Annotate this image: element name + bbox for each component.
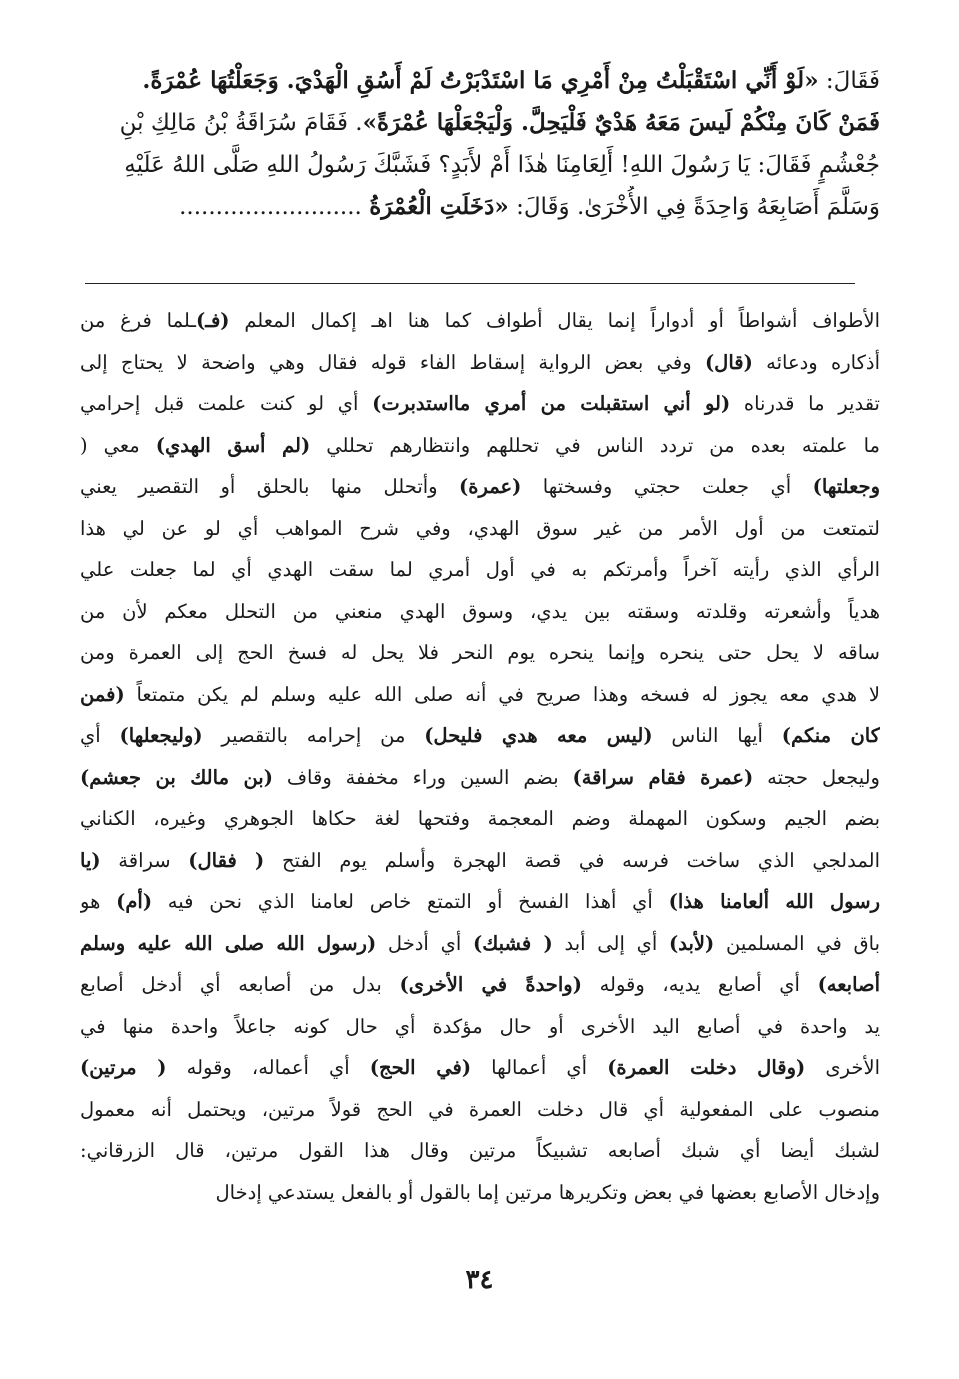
bold-text-segment: (وقال دخلت العمرة) xyxy=(607,1056,806,1079)
commentary-text xyxy=(80,300,880,1213)
text-segment: أي أصابع يديه، وقوله xyxy=(581,973,818,996)
footnote-divider xyxy=(85,283,855,284)
bold-text-segment: (لو أني استقبلت من أمري مااستدبرت) xyxy=(372,392,731,415)
bold-text-segment: (قال) xyxy=(704,350,753,374)
commentary-line xyxy=(80,591,880,633)
text-segment: أي xyxy=(80,724,120,747)
bold-text-segment: (واحدةً في الأخرى) xyxy=(399,973,582,996)
bold-text-segment: أصابعه) xyxy=(817,973,880,996)
commentary-line xyxy=(80,425,880,467)
text-segment: وفي بعض الرواية إسقاط الفاء قوله فقال وهي واضحة لا يحتاج إلى xyxy=(80,350,705,374)
text-segment: من إحرامه بالتقصير xyxy=(202,724,425,747)
bold-text-segment: ( فقال) xyxy=(188,848,265,872)
bold-text-segment: (بن مالك بن جعشم) xyxy=(80,765,273,789)
commentary-line xyxy=(80,674,880,716)
hadith-line xyxy=(80,102,880,144)
commentary-line xyxy=(80,715,880,757)
text-segment: أي جعلت حجتي وفسختها xyxy=(521,475,813,498)
commentary-line xyxy=(80,964,880,1006)
bold-text-segment: (عمرة فقام سراقة) xyxy=(572,765,754,789)
text-segment: وإدخال الأصابع بعضها في بعض وتكريرها مرتين إما بالقول أو بالفعل يستدعي إدخال xyxy=(215,1180,880,1204)
text-segment: الأخرى xyxy=(805,1056,880,1079)
text-segment: هو xyxy=(80,890,117,913)
commentary-line xyxy=(80,1089,880,1131)
commentary-line xyxy=(80,1172,880,1214)
hadith-text xyxy=(80,60,880,228)
bold-text-segment: فَمَنْ كَانَ مِنْكُمْ لَيسَ مَعَهُ هَدْيٌ فَلْيَحِلَّ. وَلْيَجْعَلْهَا عُمْرَةً» xyxy=(362,109,880,136)
commentary-line xyxy=(80,1130,880,1172)
text-segment: سراقة xyxy=(100,848,189,872)
commentary-line xyxy=(80,508,880,550)
bold-text-segment: رسول الله ألعامنا هذا) xyxy=(668,890,880,913)
commentary-line xyxy=(80,1047,880,1089)
bold-text-segment: (أم) xyxy=(116,890,153,913)
text-segment: الرأي الذي رأيته آخراً وأمرتكم به في أول أمري لما سقت الهدي أي لما جعلت علي xyxy=(80,558,880,581)
bold-text-segment: ( مرتين) xyxy=(80,1056,167,1079)
bold-text-segment: (عمرة) xyxy=(459,475,522,498)
text-segment: منصوب على المفعولية أي قال دخلت العمرة في الحج قولاً مرتين، ويحتمل أنه معمول xyxy=(80,1097,880,1121)
text-segment: وليجعل حجته xyxy=(753,765,880,789)
text-segment: ـلما فرغ من xyxy=(80,309,197,332)
text-segment: فَقَالَ: xyxy=(818,68,880,94)
hadith-line xyxy=(80,144,880,186)
commentary-line xyxy=(80,1006,880,1048)
bold-text-segment: «دَخَلَتِ الْعُمْرَةُ xyxy=(369,193,509,220)
text-segment: أيها الناس xyxy=(652,724,782,747)
text-segment: بضم الجيم وسكون المهملة وضم المعجمة وفتحها لغة حكاها الجوهري وغيره، الكناني xyxy=(80,807,880,830)
bold-text-segment: وجعلتها) xyxy=(812,475,880,498)
text-segment: . فَقَامَ سُرَاقَةُ بْنُ مَالِكِ بْنِ xyxy=(119,110,363,136)
text-segment: لشبك أيضا أي شبك أصابعه تشبيكاً مرتين وقال هذا القول مرتين، قال الزرقاني: xyxy=(80,1139,880,1162)
commentary-line xyxy=(80,466,880,508)
text-segment: بضم السين وراء مخففة وقاف xyxy=(272,765,573,789)
hadith-line xyxy=(80,60,880,102)
text-segment: المدلجي الذي ساخت فرسه في قصة الهجرة وأسلم يوم الفتح xyxy=(264,848,880,872)
commentary-line xyxy=(80,632,880,674)
text-segment: جُعْشُمٍ فَقَالَ: يَا رَسُولَ اللهِ! أَلِعَامِنَا هٰذَا أَمْ لأَبَدٍ؟ فَشَبَّكَ رَسُولُ اللهِ صَلَّى اللهُ عَلَيْهِ xyxy=(124,152,880,178)
bold-text-segment: (فمن xyxy=(80,682,125,706)
commentary-line xyxy=(80,383,880,425)
text-segment: بدل من أصابعه أي أدخل أصابع xyxy=(80,973,400,996)
text-segment: ما علمته بعده من تردد الناس في تحللهم وانتظارهم تحللي xyxy=(310,433,880,457)
text-segment: يد واحدة في أصابع اليد الأخرى أو حال مؤكدة أي حال كونه جاعلاً واحدة منها في xyxy=(80,1014,880,1038)
commentary-line xyxy=(80,342,880,384)
bold-text-segment: (لم أسق الهدي) xyxy=(155,433,311,457)
text-segment: تقدير ما قدرناه xyxy=(730,392,880,415)
bold-text-segment: «لَوْ أَنِّي اسْتَقْبَلْتُ مِنْ أَمْرِي مَا اسْتَدْبَرْتُ لَمْ أَسُقِ الْهَدْيَ. وَجَعَلْتُهَا عُمْرَةً. xyxy=(142,67,819,94)
bold-text-segment: (وليجعلها) xyxy=(119,724,203,747)
bold-text-segment: (يا xyxy=(80,848,101,872)
text-segment: أي أعماله، وقوله xyxy=(166,1056,370,1079)
hadith-line xyxy=(80,186,880,228)
page-number: ٣٤ xyxy=(465,1265,494,1295)
commentary-line xyxy=(80,757,880,799)
bold-text-segment: كان منكم) xyxy=(781,724,880,747)
commentary-line xyxy=(80,549,880,591)
commentary-line xyxy=(80,300,880,342)
commentary-line xyxy=(80,840,880,882)
text-segment: أي أعمالها xyxy=(471,1056,608,1079)
text-segment: الأطواف أشواطاً أو أدواراً إنما يقال أطواف كما هنا اهـ إكمال المعلم xyxy=(229,309,880,332)
text-segment: وأتحلل منها بالحلق أو التقصير يعني xyxy=(80,475,460,498)
text-segment: لتمتعت من أول الأمر من غير سوق الهدي، وفي شرح المواهب أي لو عن لي هذا xyxy=(80,516,880,540)
text-segment: وَسَلَّمَ أَصَابِعَهُ وَاحِدَةً فِي الأُخْرَىٰ. وَقَالَ: xyxy=(508,194,880,220)
text-segment: أي أهذا الفسخ أو التمتع خاص لعامنا الذي نحن فيه xyxy=(152,890,669,913)
bold-text-segment: (في الحج) xyxy=(369,1056,472,1079)
bold-text-segment: ( فشبك) xyxy=(472,931,553,955)
text-segment: أي أدخل xyxy=(376,931,473,955)
commentary-line xyxy=(80,798,880,840)
commentary-line xyxy=(80,923,880,965)
text-segment: ......................... xyxy=(179,194,370,220)
text-segment: أي إلى أبد xyxy=(552,931,670,955)
text-segment: أي لو كنت علمت قبل إحرامي xyxy=(80,392,373,415)
text-segment: أذكاره ودعائه xyxy=(752,350,880,374)
bold-text-segment: (لأبد) xyxy=(669,931,715,955)
text-segment: هدياً وأشعرته وقلدته وسقته بين يدي، وسوق الهدي منعني من التحلل معكم لأن من xyxy=(80,599,880,623)
bold-text-segment: (رسول الله صلى الله عليه وسلم xyxy=(80,931,377,955)
text-segment: باق في المسلمين xyxy=(714,931,880,955)
commentary-line xyxy=(80,881,880,923)
bold-text-segment: (فـ) xyxy=(196,309,230,332)
text-segment: ساقه لا يحل حتى ينحره وإنما ينحره يوم النحر فلا يحل له فسخ الحج إلى العمرة ومن xyxy=(80,641,880,664)
bold-text-segment: (ليس معه هدي فليحل) xyxy=(424,724,653,747)
text-segment: معي ( xyxy=(80,433,156,457)
text-segment: لا هدي معه يجوز له فسخه وهذا صريح في أنه صلى الله عليه وسلم لم يكن متمتعاً xyxy=(124,682,880,706)
